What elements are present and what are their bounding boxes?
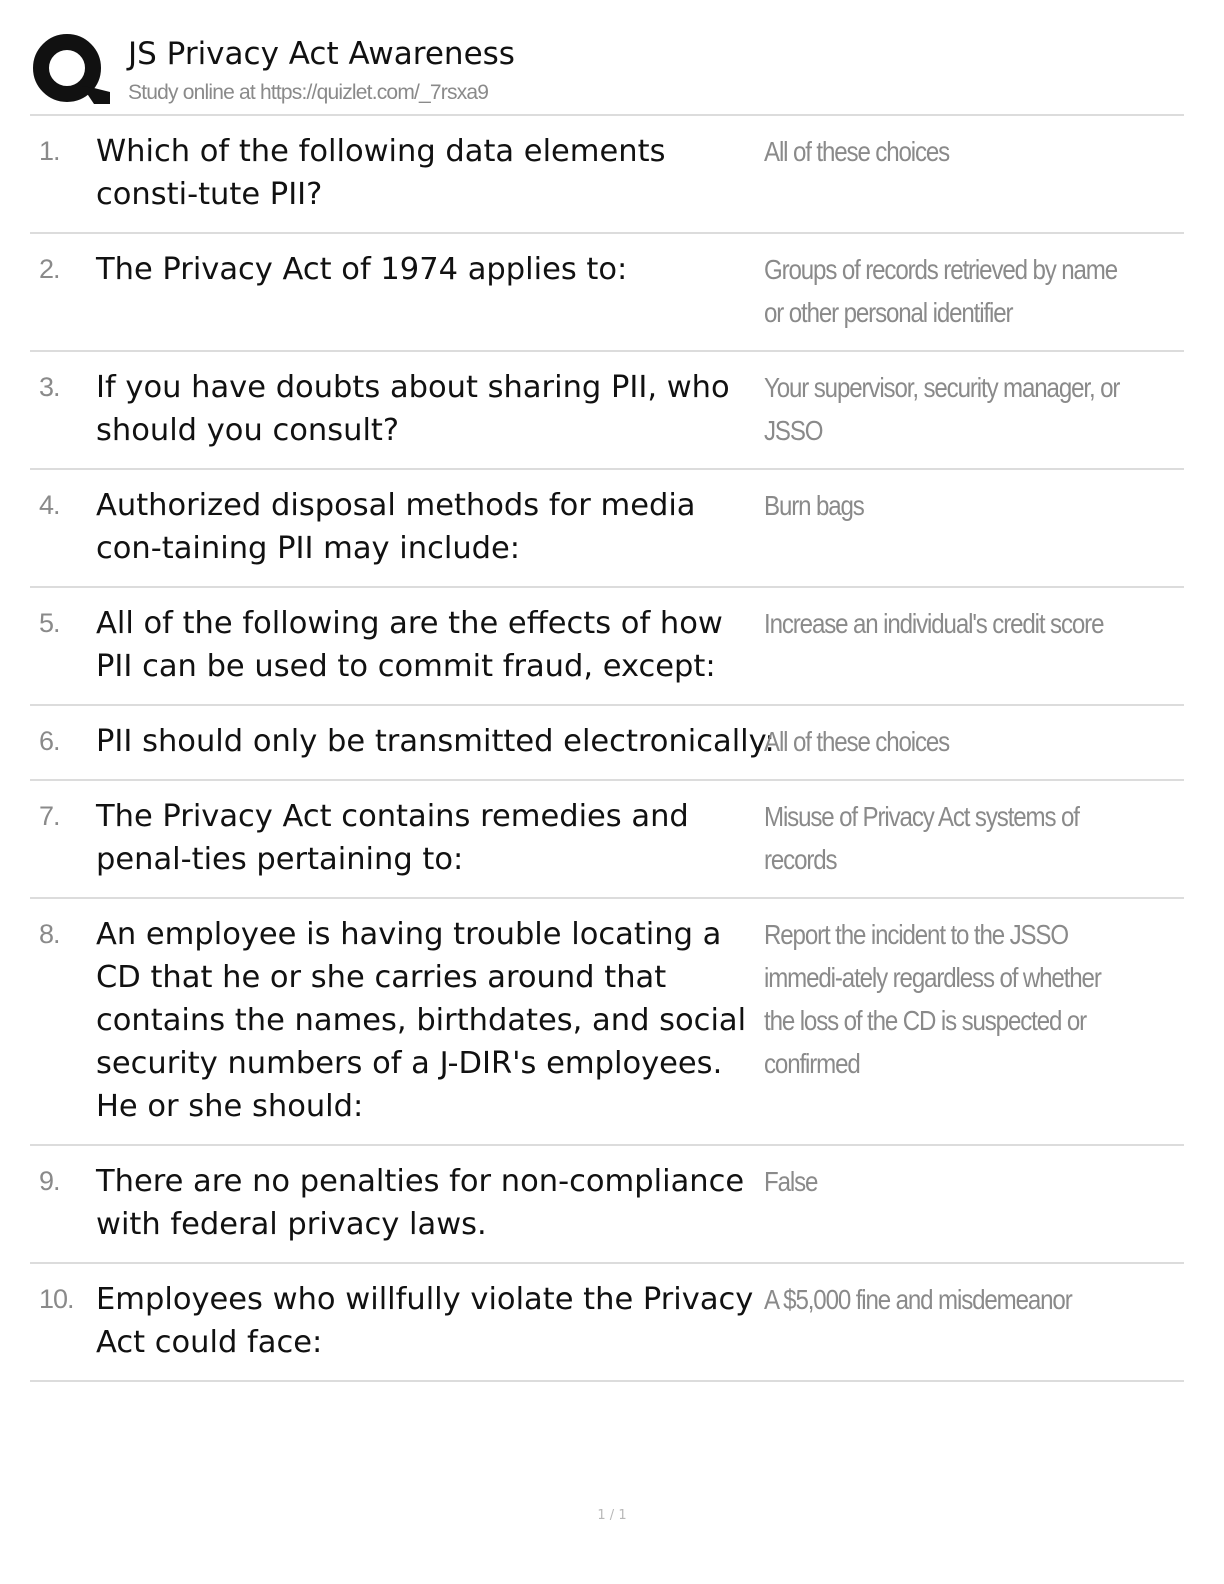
flashcard-row <box>30 706 1184 781</box>
card-term: The Privacy Act contains remedies and penal-ties pertaining to: <box>96 799 689 877</box>
card-number: 1. <box>39 136 60 166</box>
card-definition: Report the incident to the JSSO immedi-ately regardless of whether the loss of the CD is suspected or confirmed <box>764 919 1101 1079</box>
flashcard-row <box>30 234 1184 352</box>
card-term: An employee is having trouble locating a CD that he or she carries around that contains the names, birthdates, and social security numbers of a J-DIR's employees. He or she should: <box>96 917 747 1124</box>
flashcard-row <box>30 116 1184 234</box>
card-number: 4. <box>39 490 60 520</box>
quizlet-logo-icon <box>30 30 110 110</box>
card-number: 2. <box>39 254 60 284</box>
card-number: 10. <box>39 1284 74 1314</box>
card-term: There are no penalties for non-compliance with federal privacy laws. <box>96 1164 745 1242</box>
card-number: 7. <box>39 801 60 831</box>
card-definition: Groups of records retrieved by name or other personal identifier <box>764 254 1118 328</box>
card-definition: Misuse of Privacy Act systems of records <box>764 801 1079 875</box>
card-term: Employees who willfully violate the Privacy Act could face: <box>96 1282 754 1360</box>
flashcard-row <box>30 352 1184 470</box>
card-term: Which of the following data elements consti-tute PII? <box>96 134 666 212</box>
card-number: 5. <box>39 608 60 638</box>
card-term: The Privacy Act of 1974 applies to: <box>96 252 628 287</box>
card-number: 9. <box>39 1166 60 1196</box>
card-definition: All of these choices <box>764 136 950 167</box>
page-indicator: 1 / 1 <box>597 1508 627 1523</box>
flashcard-row <box>30 1146 1184 1264</box>
study-online-link[interactable]: Study online at https://quizlet.com/_7rsxa9 <box>128 81 489 104</box>
flashcard-row <box>30 1264 1184 1382</box>
card-definition: Burn bags <box>764 490 864 521</box>
flashcard-row <box>30 899 1184 1146</box>
card-number: 3. <box>39 372 60 402</box>
card-number: 8. <box>39 919 60 949</box>
card-term: Authorized disposal methods for media con-taining PII may include: <box>96 488 696 566</box>
flashcard-row <box>30 588 1184 706</box>
card-term: If you have doubts about sharing PII, who should you consult? <box>96 370 730 448</box>
flashcard-row <box>30 781 1184 899</box>
set-title: JS Privacy Act Awareness <box>128 36 515 72</box>
card-definition: False <box>764 1166 818 1197</box>
card-term: PII should only be transmitted electronically: <box>96 724 775 759</box>
page-header <box>30 30 1184 116</box>
card-definition: A $5,000 fine and misdemeanor <box>764 1284 1072 1315</box>
flashcard-row <box>30 470 1184 588</box>
card-definition: Increase an individual's credit score <box>764 608 1104 639</box>
card-term: All of the following are the effects of how PII can be used to commit fraud, except: <box>96 606 723 684</box>
card-definition: Your supervisor, security manager, or JSSO <box>764 372 1120 446</box>
card-definition: All of these choices <box>764 726 950 757</box>
card-number: 6. <box>39 726 60 756</box>
flashcard-list <box>30 116 1184 1382</box>
